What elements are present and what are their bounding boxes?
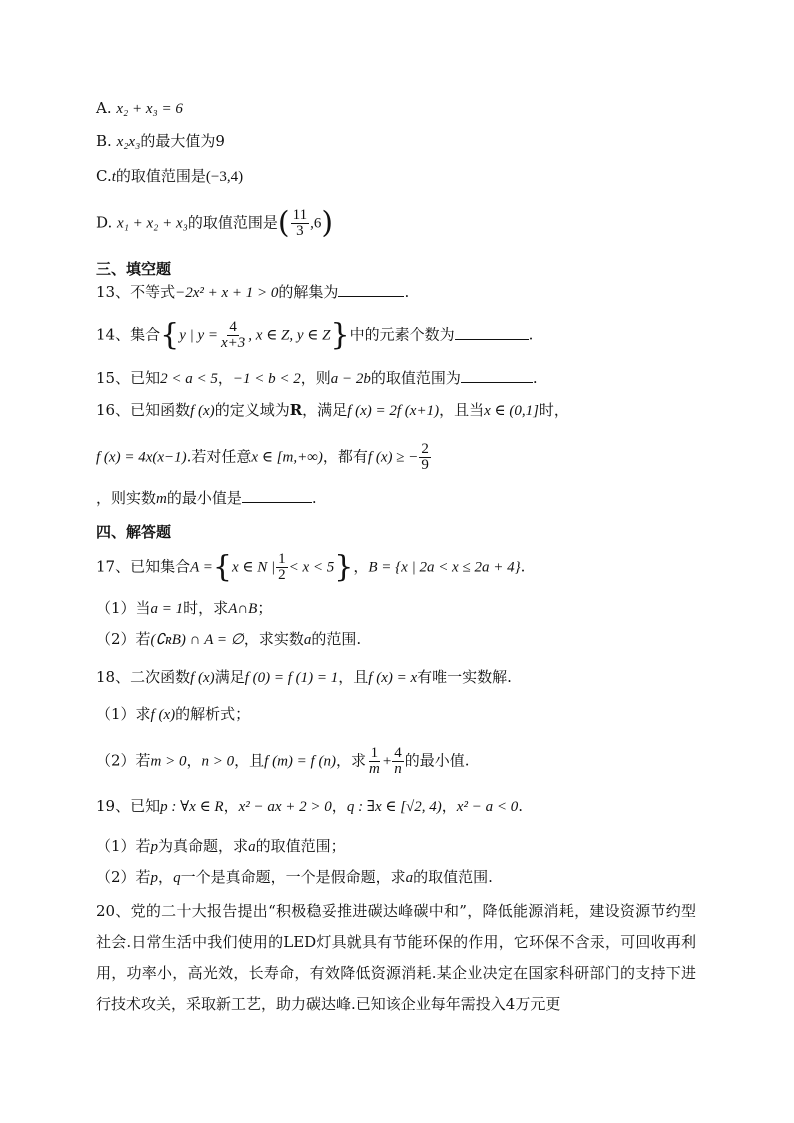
q17-set-b: B = {x | 2a < x ≤ 2a + 4} bbox=[368, 559, 521, 576]
q16-text: 已知函数 bbox=[130, 401, 191, 419]
option-d-tail: ,6 bbox=[310, 215, 322, 232]
option-c-text: 的取值范围是 bbox=[115, 167, 206, 185]
q18-text-3: ，且 bbox=[338, 668, 369, 686]
q18-plus: + bbox=[382, 753, 392, 770]
q18-p2-end: 的最小值. bbox=[404, 751, 470, 770]
question-17 bbox=[96, 549, 526, 585]
q17-p1-expr: a = 1 bbox=[150, 601, 184, 617]
q16-text-8: ，则实数 bbox=[96, 489, 157, 507]
question-18-part-2 bbox=[96, 746, 470, 777]
q19-text: 已知 bbox=[130, 797, 161, 815]
question-16 bbox=[96, 400, 569, 421]
q18-p2-expr-2: n > 0 bbox=[201, 753, 235, 770]
q15-end: . bbox=[532, 369, 538, 387]
q16-text-9: 的最小值是 bbox=[166, 489, 242, 507]
paren-right: ) bbox=[321, 205, 334, 241]
q19-sep-3: ， bbox=[441, 797, 457, 815]
q18-expr-1: f (x) bbox=[190, 670, 215, 686]
brace-left: { bbox=[160, 317, 180, 353]
q18-p1-text: 的解析式； bbox=[175, 705, 251, 723]
q17-fraction bbox=[276, 552, 288, 583]
option-c-expr: (−3,4) bbox=[205, 169, 244, 185]
q13-text: 不等式 bbox=[130, 283, 176, 301]
question-16-line-2 bbox=[96, 442, 432, 473]
q15-sep: ， bbox=[217, 369, 233, 387]
question-19 bbox=[96, 796, 523, 817]
q19-p1-label: （1）若 bbox=[96, 837, 151, 855]
frac-denominator: 9 bbox=[421, 457, 429, 473]
q19-p1-var-2: a bbox=[248, 839, 256, 855]
q17-sep: ， bbox=[353, 557, 369, 576]
option-d-expr: x₁ + x₂ + x₃ bbox=[117, 215, 188, 232]
q18-text: 二次函数 bbox=[130, 668, 191, 686]
q17-number: 17、 bbox=[96, 557, 131, 576]
q17-set-a-cond: x ∈ N | bbox=[231, 559, 276, 576]
option-b-label: B. bbox=[96, 132, 117, 150]
q18-fraction-1 bbox=[367, 746, 382, 777]
q16-expr-3: x ∈ (0,1] bbox=[484, 403, 539, 419]
q16-end: . bbox=[311, 489, 317, 507]
q18-fraction-2 bbox=[392, 746, 404, 777]
q19-prop-p: p : ∀x ∈ R bbox=[160, 799, 224, 815]
option-b bbox=[96, 131, 225, 152]
answer-blank bbox=[455, 325, 529, 340]
q14-end: . bbox=[528, 325, 534, 344]
question-18 bbox=[96, 667, 512, 688]
option-b-expr: x₂x₃ bbox=[116, 134, 141, 150]
q16-var-m: m bbox=[156, 491, 167, 507]
q13-text-2: 的解集为 bbox=[278, 283, 339, 301]
q16-real-set: R bbox=[289, 401, 303, 419]
frac-denominator: 2 bbox=[278, 567, 286, 583]
q15-expr-2: −1 < b < 2 bbox=[232, 371, 301, 387]
q19-sep-2: ， bbox=[331, 797, 347, 815]
question-14 bbox=[96, 317, 534, 353]
q19-p2-var-2: q bbox=[173, 870, 181, 886]
frac-numerator: 11 bbox=[292, 207, 308, 223]
q19-sep-1: ， bbox=[223, 797, 239, 815]
question-15 bbox=[96, 368, 538, 389]
option-d-text: 的取值范围是 bbox=[187, 213, 278, 232]
option-d bbox=[96, 205, 334, 241]
q17-p1-expr-2: A∩B bbox=[228, 601, 258, 617]
section-heading-solutions: 四、解答题 bbox=[96, 523, 172, 541]
q19-p2-end: 的取值范围. bbox=[413, 868, 493, 886]
q16-expr-1: f (x) bbox=[190, 403, 215, 419]
question-17-part-2 bbox=[96, 629, 361, 650]
q17-end: . bbox=[520, 557, 526, 576]
question-18-part-1 bbox=[96, 704, 250, 725]
q16-text-7: ，都有 bbox=[322, 447, 368, 466]
q13-end: . bbox=[404, 283, 410, 301]
q19-number: 19、 bbox=[96, 797, 131, 815]
option-d-fraction bbox=[291, 208, 309, 239]
q18-p2-expr-3: f (m) = f (n) bbox=[264, 753, 336, 770]
q18-p1-label: （1）求 bbox=[96, 705, 151, 723]
q14-text: 集合 bbox=[130, 325, 161, 344]
q18-p2-sep-1: ， bbox=[186, 751, 202, 770]
q16-number: 16、 bbox=[96, 401, 131, 419]
q18-p2-expr-1: m > 0 bbox=[150, 753, 187, 770]
question-16-line-3 bbox=[96, 488, 317, 509]
q17-p2-end: 的范围. bbox=[311, 630, 362, 648]
q13-expr: −2x² + x + 1 > 0 bbox=[175, 285, 279, 301]
q14-set-a: y | y = bbox=[179, 327, 219, 344]
q16-text-5: 时， bbox=[538, 401, 569, 419]
answer-blank bbox=[242, 488, 312, 503]
q18-text-2: 满足 bbox=[214, 668, 245, 686]
q16-expr-4: f (x) = 4x(x−1) bbox=[96, 449, 187, 466]
question-13 bbox=[96, 282, 409, 303]
q15-text: 已知 bbox=[130, 369, 161, 387]
q19-p2-label: （2）若 bbox=[96, 868, 151, 886]
q18-number: 18、 bbox=[96, 668, 131, 686]
q14-text-2: 中的元素个数为 bbox=[349, 325, 455, 344]
frac-numerator: 4 bbox=[394, 745, 402, 761]
q19-p1-text: 为真命题，求 bbox=[158, 837, 249, 855]
question-20: 20、党的二十大报告提出“积极稳妥推进碳达峰碳中和”，降低能源消耗，建设资源节约型社会.日常生活中我们使用的LED灯具就具有节能环保的作用，它环保不含汞，可回收再利用，功率小，高光效，长寿命，有效降低资源消耗.某企业决定在国家科研部门的支持下进行技术攻关，采取新工艺，助力碳达峰.已知该企业每年需投入4万元更 bbox=[96, 902, 696, 1013]
q16-expr-6: f (x) ≥ − bbox=[367, 449, 419, 466]
q15-number: 15、 bbox=[96, 369, 131, 387]
q15-expr-1: 2 < a < 5 bbox=[160, 371, 218, 387]
brace-right: } bbox=[330, 317, 350, 353]
question-19-part-1 bbox=[96, 836, 346, 857]
q16-text-2: 的定义域为 bbox=[214, 401, 290, 419]
q17-p1-label: （1）当 bbox=[96, 599, 151, 617]
q14-fraction bbox=[219, 320, 247, 351]
q18-p2-label: （2）若 bbox=[96, 751, 151, 770]
q16-text-4: ，且当 bbox=[439, 401, 485, 419]
frac-denominator: 3 bbox=[296, 223, 304, 239]
frac-denominator: m bbox=[368, 761, 380, 777]
q19-p2-text: 一个是真命题，一个是假命题，求 bbox=[180, 868, 406, 886]
q17-p1-text: 时，求 bbox=[183, 599, 229, 617]
answer-blank bbox=[338, 282, 404, 297]
q14-set-b: , x ∈ Z, y ∈ Z bbox=[248, 327, 331, 344]
q19-expr-2: x² − a < 0 bbox=[456, 799, 519, 815]
q18-p2-sep-2: ，且 bbox=[234, 751, 265, 770]
q19-p2-var: p bbox=[150, 870, 159, 886]
frac-denominator: n bbox=[394, 761, 402, 777]
q14-number: 14、 bbox=[96, 325, 131, 344]
q18-p1-expr: f (x) bbox=[150, 707, 176, 723]
q19-p2-sep: ， bbox=[158, 868, 174, 886]
frac-numerator: 2 bbox=[421, 441, 429, 457]
q17-p2-text: ，求实数 bbox=[243, 630, 304, 648]
frac-denominator: x+3 bbox=[221, 335, 246, 351]
q17-p2-var: a bbox=[303, 632, 312, 648]
option-d-label: D. bbox=[96, 213, 118, 232]
brace-left: { bbox=[212, 549, 232, 585]
q17-p1-end: ； bbox=[257, 599, 273, 617]
frac-numerator: 4 bbox=[229, 319, 237, 335]
q18-expr-3: f (x) = x bbox=[368, 670, 418, 686]
q19-expr-1: x² − ax + 2 > 0 bbox=[238, 799, 332, 815]
question-19-part-2 bbox=[96, 867, 493, 888]
q16-expr-2: f (x) = 2f (x+1) bbox=[347, 403, 440, 419]
option-a-expr: x₂ + x₃ = 6 bbox=[116, 101, 183, 117]
q19-prop-q: q : ∃x ∈ [√2, 4) bbox=[346, 799, 442, 815]
question-17-part-1 bbox=[96, 598, 272, 619]
paren-left: ( bbox=[277, 205, 290, 241]
q18-expr-2: f (0) = f (1) = 1 bbox=[244, 670, 339, 686]
option-a bbox=[96, 98, 183, 119]
q17-p2-expr: (∁ʀB) ∩ A = ∅ bbox=[150, 632, 244, 648]
answer-blank bbox=[461, 368, 533, 383]
option-c-label: C. bbox=[96, 167, 112, 185]
q19-p1-end: 的取值范围； bbox=[255, 837, 346, 855]
q17-p2-label: （2）若 bbox=[96, 630, 151, 648]
q18-text-4: 有唯一实数解. bbox=[417, 668, 512, 686]
option-c bbox=[96, 166, 243, 187]
section-heading-fill-blank: 三、填空题 bbox=[96, 260, 172, 278]
q17-set-a-cond-2: < x < 5 bbox=[288, 559, 335, 576]
q17-set-a-name: A = bbox=[190, 559, 213, 576]
q19-end: . bbox=[518, 797, 523, 815]
q19-p2-var-3: a bbox=[405, 870, 414, 886]
frac-numerator: 1 bbox=[278, 551, 286, 567]
q16-fraction bbox=[419, 442, 431, 473]
frac-numerator: 1 bbox=[370, 745, 379, 761]
brace-right: } bbox=[334, 549, 354, 585]
q16-text-6: .若对任意 bbox=[186, 447, 252, 466]
q15-expr-3: a − 2b bbox=[330, 371, 371, 387]
q19-p1-var: p bbox=[150, 839, 159, 855]
q17-text: 已知集合 bbox=[130, 557, 191, 576]
option-c-var: t bbox=[111, 169, 116, 185]
q16-expr-5: x ∈ [m,+∞) bbox=[251, 449, 323, 466]
option-b-text: 的最大值为9 bbox=[140, 132, 225, 150]
q18-p2-sep-3: ，求 bbox=[335, 751, 366, 770]
q15-text-2: ，则 bbox=[300, 369, 331, 387]
q16-text-3: ，满足 bbox=[302, 401, 348, 419]
option-a-label: A. bbox=[96, 99, 117, 117]
q15-text-3: 的取值范围为 bbox=[370, 369, 461, 387]
q13-number: 13、 bbox=[96, 283, 131, 301]
